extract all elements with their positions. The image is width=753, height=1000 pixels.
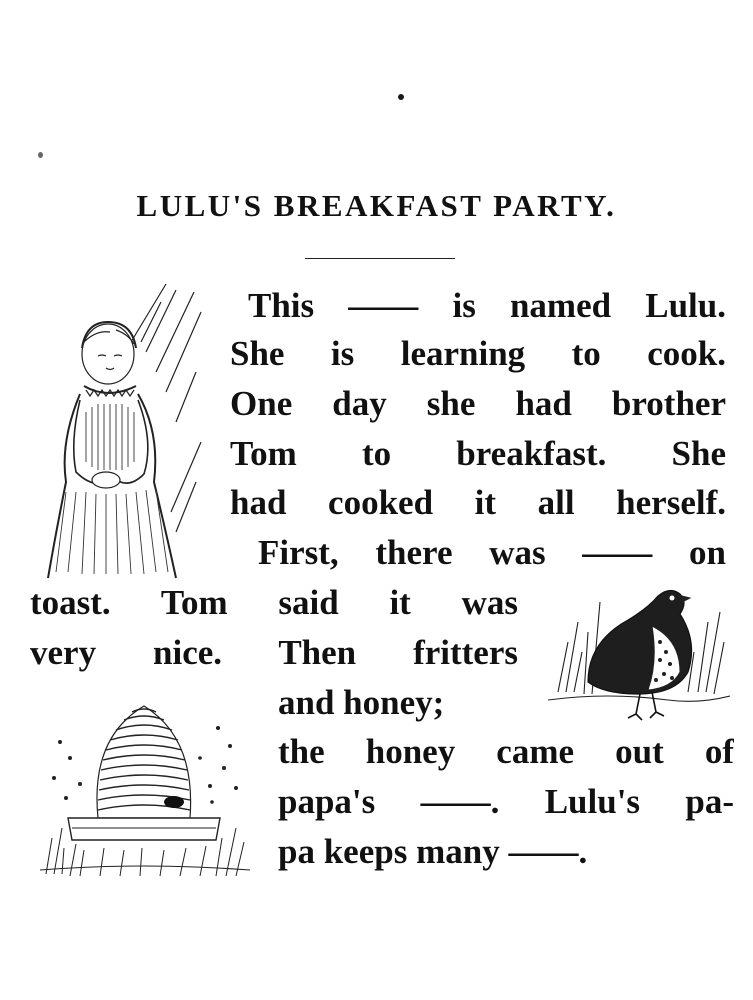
beehive-illustration (40, 698, 250, 880)
text-line-8: very nice. Then fritters (30, 633, 518, 672)
text-line-2: She is learning to cook. (230, 334, 726, 373)
quail-illustration (548, 582, 730, 724)
ink-speck (38, 152, 43, 158)
page-title: LULU'S BREAKFAST PARTY. (136, 188, 617, 223)
text-line-4: Tom to breakfast. She (230, 434, 726, 473)
text-line-5: had cooked it all herself. (230, 483, 726, 522)
text-line-1: This —— is named Lulu. (248, 286, 726, 325)
text-line-3: One day she had brother (230, 384, 726, 423)
ink-speck (398, 94, 404, 100)
text-line-10: the honey came out of (278, 732, 734, 771)
text-line-6: First, there was —— on (258, 533, 726, 572)
text-line-9: and honey; (278, 683, 445, 722)
text-line-11: papa's ——. Lulu's pa- (278, 782, 734, 821)
text-line-12: pa keeps many ——. (278, 832, 588, 871)
title-divider (305, 258, 455, 259)
text-line-7: toast. Tom said it was (30, 583, 518, 622)
girl-illustration (36, 282, 206, 582)
